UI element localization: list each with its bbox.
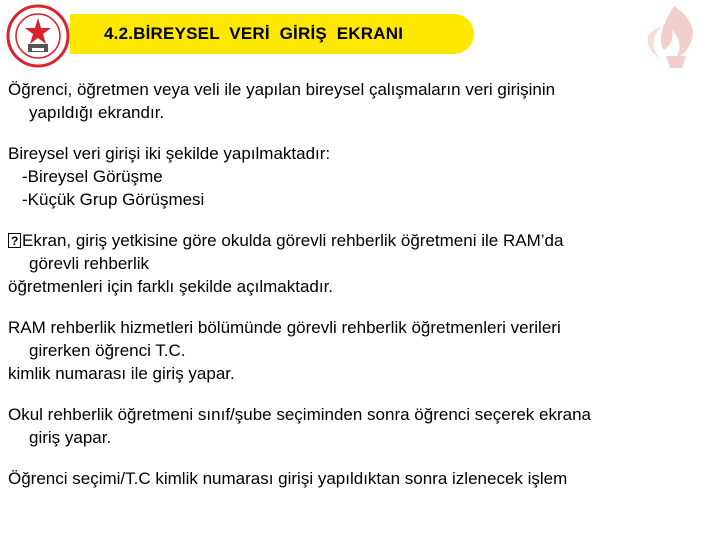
paragraph-3-line-3: öğretmenleri için farklı şekilde açılmaktadır.: [8, 277, 334, 296]
slide-title: 4.2.BİREYSEL VERİ GİRİŞ EKRANI: [104, 24, 404, 43]
slide-header: [0, 0, 720, 68]
paragraph-4-line-3: kimlik numarası ile giriş yapar.: [8, 364, 235, 383]
paragraph-5-line-1: Okul rehberlik öğretmeni sınıf/şube seçiminden sonra öğrenci seçerek ekrana: [8, 405, 592, 424]
paragraph-2-line-3: -Küçük Grup Görüşmesi: [22, 190, 205, 209]
paragraph-1-line-1: Öğrenci, öğretmen veya veli ile yapılan bireysel çalışmaların veri girişinin: [8, 80, 556, 99]
torch-flame-icon: [622, 4, 710, 68]
paragraph-3-line-1-text: Ekran, giriş yetkisine göre okulda görevli rehberlik öğretmeni ile RAM’da: [22, 231, 564, 250]
paragraph-3-line-2: görevli rehberlik: [29, 254, 149, 273]
paragraph-3: [8, 229, 716, 298]
paragraph-2-line-1: Bireysel veri girişi iki şekilde yapılmaktadır:: [8, 144, 331, 163]
paragraph-1-line-2: yapıldığı ekrandır.: [29, 103, 165, 122]
paragraph-6: [8, 467, 716, 490]
paragraph-1: [8, 78, 716, 124]
paragraph-5: [8, 403, 716, 449]
slide-body: [8, 78, 716, 508]
paragraph-4-line-2: girerken öğrenci T.C.: [29, 341, 186, 360]
meb-emblem-icon: [6, 4, 70, 68]
paragraph-2-line-2: -Bireysel Görüşme: [22, 167, 163, 186]
missing-glyph-icon: [8, 233, 21, 248]
paragraph-4-line-1: RAM rehberlik hizmetleri bölümünde görevli rehberlik öğretmenleri verileri: [8, 318, 561, 337]
paragraph-5-line-2: giriş yapar.: [29, 428, 112, 447]
paragraph-4: [8, 316, 716, 385]
paragraph-2: [8, 142, 716, 211]
paragraph-3-line-1: [8, 229, 716, 252]
paragraph-6-line-1: Öğrenci seçimi/T.C kimlik numarası girişi yapıldıktan sonra izlenecek işlem: [8, 469, 568, 488]
